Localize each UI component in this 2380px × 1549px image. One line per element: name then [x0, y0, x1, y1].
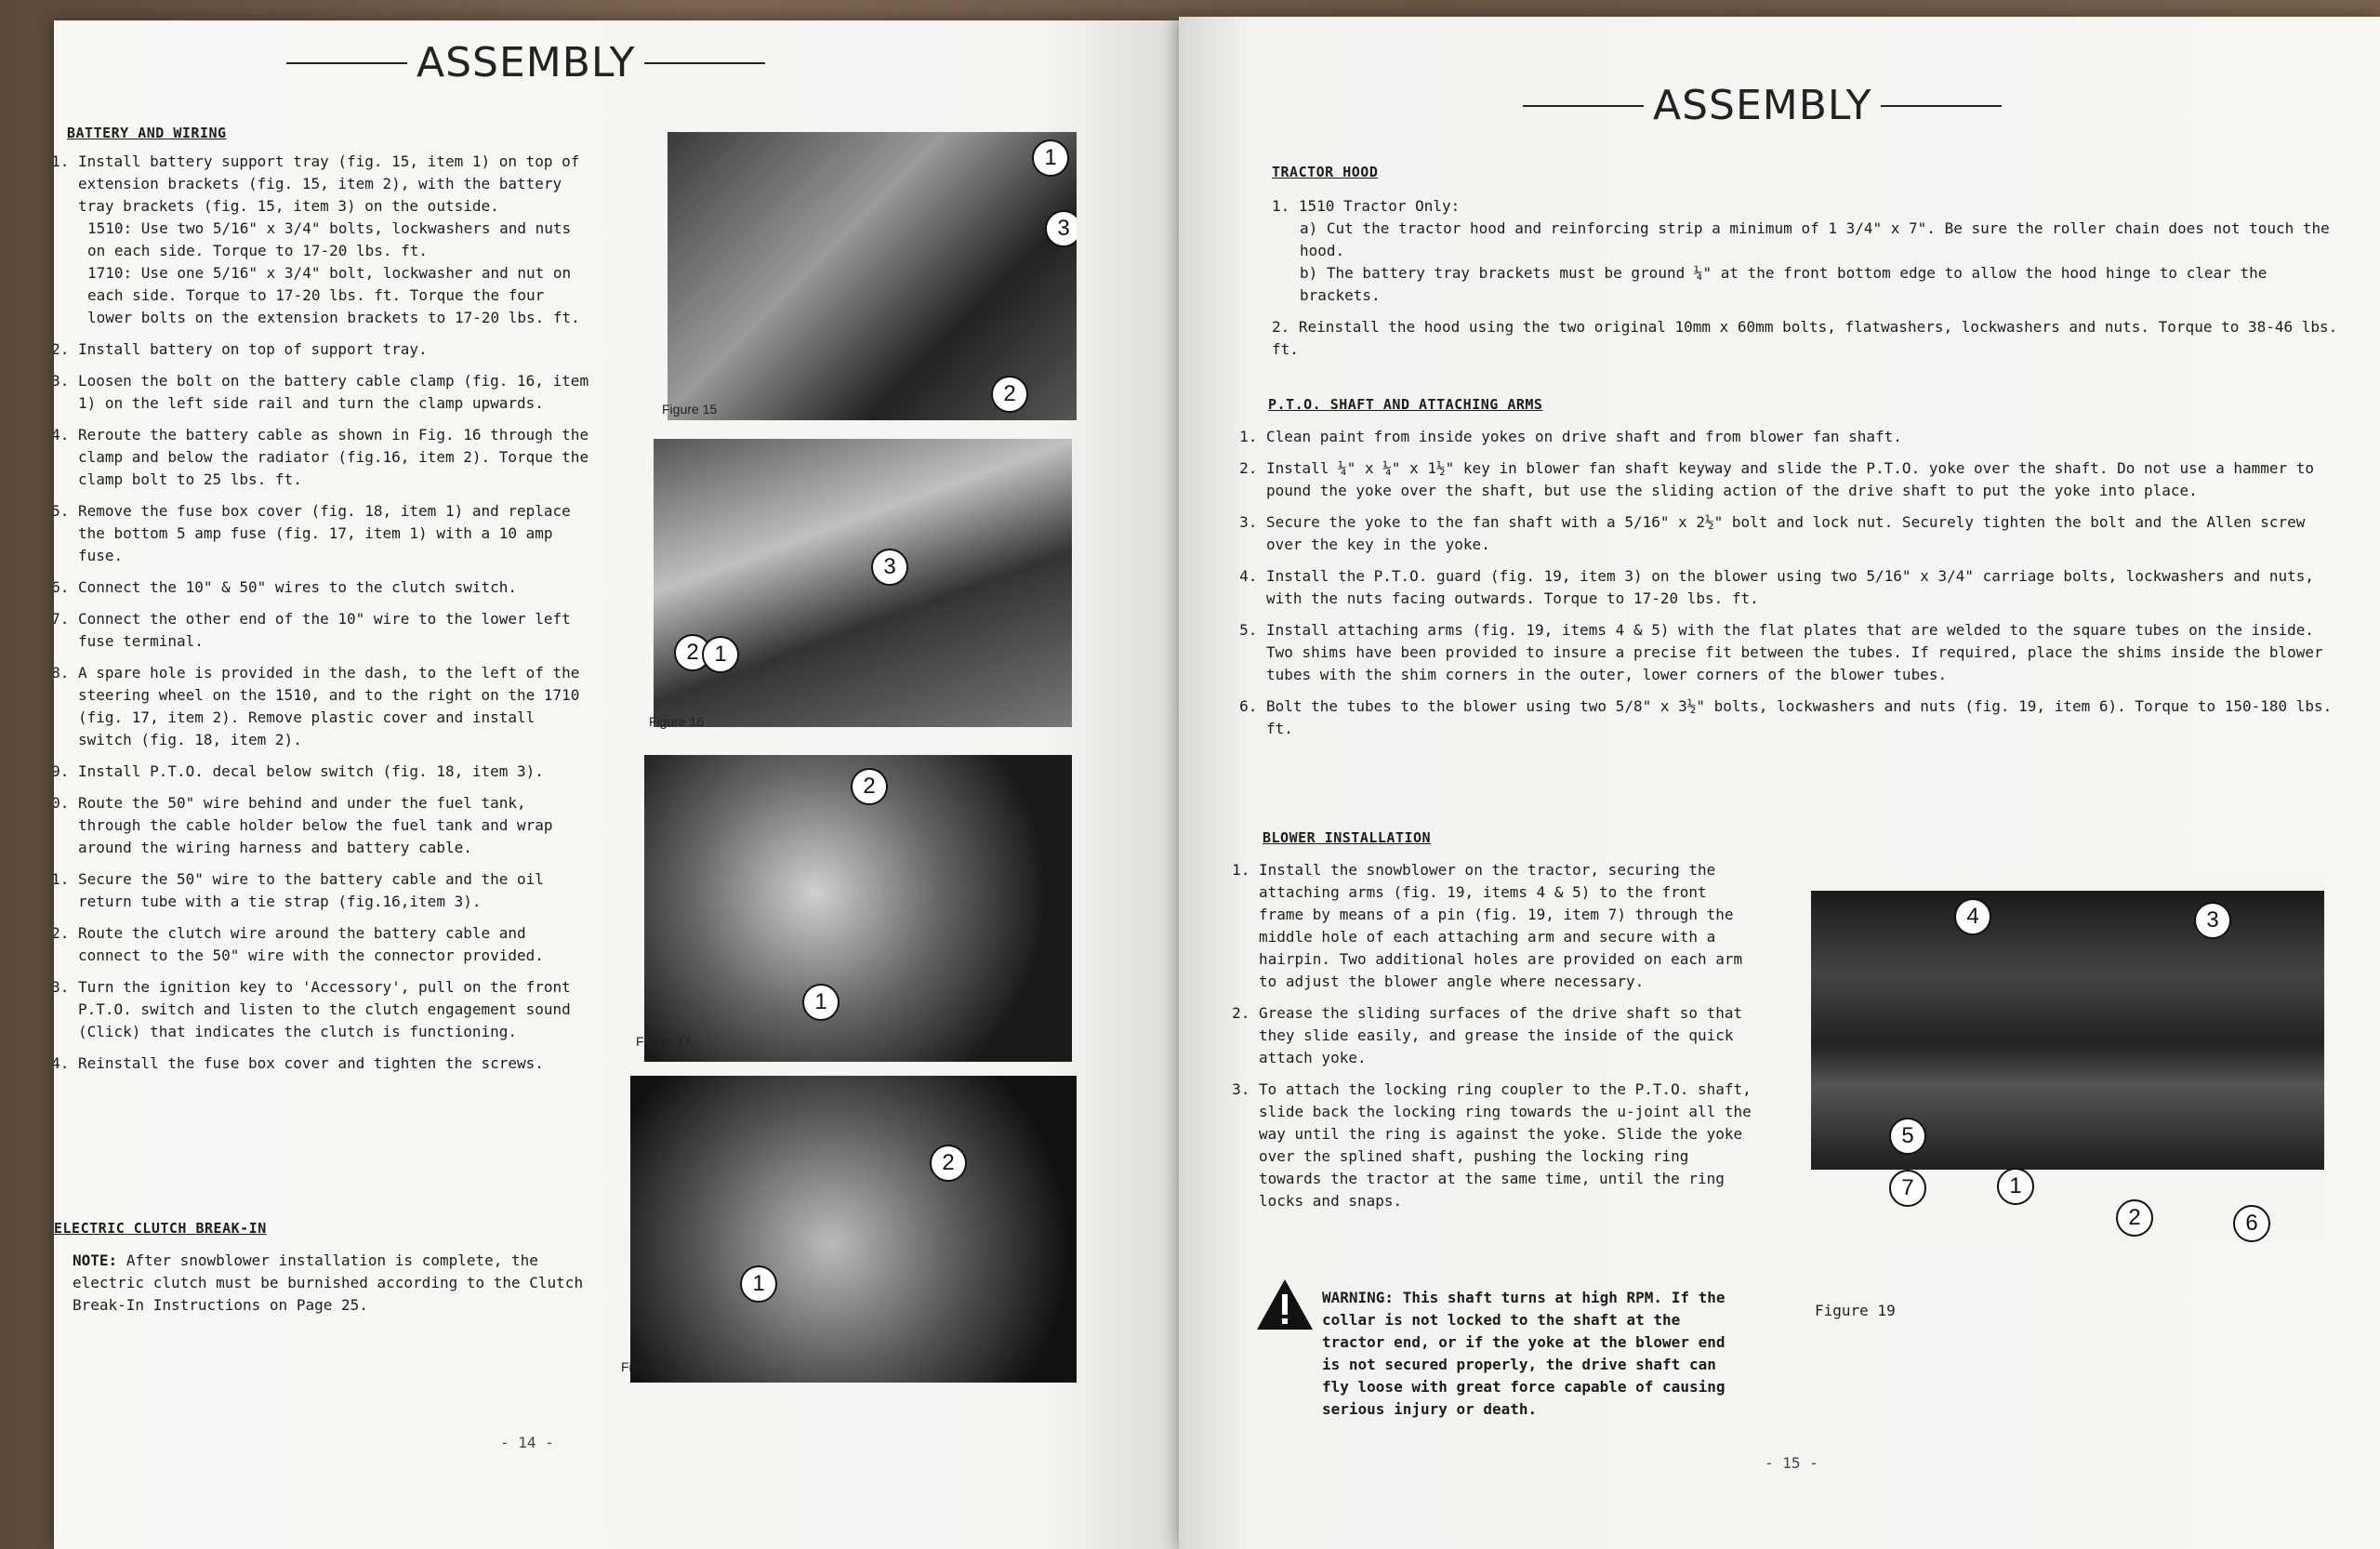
- fig16-callout-3: 3: [871, 549, 908, 586]
- step-6: 6. Connect the 10" & 50" wires to the clutch switch.: [78, 576, 593, 599]
- step-13: 13. Turn the ignition key to 'Accessory', pull on the front P.T.O. switch and listen to the clutch engagement sound (Click) that indicates the clutch is functioning.: [78, 976, 593, 1043]
- step-12: 12. Route the clutch wire around the battery cable and connect to the 50" wire with the connector provided.: [78, 922, 593, 967]
- pto-step-5: 5. Install attaching arms (fig. 19, items 4 & 5) with the flat plates that are welded to the square tubes on the inside. Two shims have been provided to insure a precise fit between the tubes. If required, place the shims inside the blower tubes with the shim corners in the outer, lower corners of the blower tubes.: [1266, 619, 2339, 686]
- warning-label: WARNING:: [1322, 1289, 1395, 1306]
- fig19-callout-1: 1: [1997, 1168, 2034, 1205]
- section-tractor-hood: TRACTOR HOOD: [1272, 164, 1379, 180]
- figure-18-caption: Figure 18: [621, 1359, 677, 1374]
- warning-block: [1322, 1287, 1750, 1421]
- fig16-callout-2: 2: [674, 634, 711, 671]
- figure-19-photo: [1811, 874, 2324, 1242]
- step-5: 5. Remove the fuse box cover (fig. 18, item 1) and replace the bottom 5 amp fuse (fig. 17, item 1) with a 10 amp fuse.: [78, 500, 593, 567]
- hood-step-1b: b) The battery tray brackets must be ground ¼" at the front bottom edge to allow the hood hinge to clear the brackets.: [1300, 264, 2268, 304]
- left-page-number: - 14 -: [500, 1434, 554, 1451]
- fig18-callout-1: 1: [740, 1265, 777, 1303]
- blower-step-3: 3. To attach the locking ring coupler to the P.T.O. shaft, slide back the locking ring towards the u-joint all the way until the ring is against the yoke. Slide the yoke over the splined shaft, pushing the locking ring towards the tractor at the same time, until the ring locks and snaps.: [1259, 1079, 1755, 1212]
- fig15-callout-3: 3: [1045, 210, 1077, 247]
- fig16-callout-1: 1: [702, 636, 739, 673]
- figure-19-image: [1811, 891, 2324, 1170]
- step-1: 1. Install battery support tray (fig. 15, item 1) on top of extension brackets (fig. 15, item 2), with the battery tray brackets (fig. 15, item 3) on the outside. 1510: Use two 5/16" x 3/4" bolts, lockwashers and nuts on each side. Torque to 17-20 lbs. ft. 1710: Use one 5/16" x 3/4" bolt, lockwasher and nut on each side. Torque to 17-20 lbs. ft. Torque the four lower bolts on the extension brackets to 17-20 lbs. ft.: [78, 151, 593, 329]
- note-label: NOTE:: [73, 1251, 118, 1269]
- fig15-callout-1: 1: [1032, 139, 1069, 177]
- figure-15-caption: Figure 15: [662, 402, 718, 417]
- battery-steps: [54, 151, 593, 1084]
- figure-18-photo: [630, 1076, 1077, 1383]
- step-2: 2. Install battery on top of support tray.: [78, 338, 593, 361]
- section-clutch-break-in: ELECTRIC CLUTCH BREAK-IN: [54, 1220, 267, 1237]
- step-1-sub-1510: 1510: Use two 5/16" x 3/4" bolts, lockwashers and nuts on each side. Torque to 17-20 lbs. ft.: [87, 219, 572, 259]
- blower-step-2: 2. Grease the sliding surfaces of the drive shaft so that they slide easily, and grease the inside of the quick attach yoke.: [1259, 1002, 1755, 1069]
- section-pto-shaft: P.T.O. SHAFT AND ATTACHING ARMS: [1268, 396, 1543, 413]
- fig18-callout-2: 2: [930, 1145, 967, 1182]
- step-14: 14. Reinstall the fuse box cover and tighten the screws.: [78, 1053, 593, 1075]
- step-11: 11. Secure the 50" wire to the battery cable and the oil return tube with a tie strap (fig.16,item 3).: [78, 868, 593, 913]
- pto-step-1: 1. Clean paint from inside yokes on drive shaft and from blower fan shaft.: [1266, 426, 2339, 448]
- step-10: 10. Route the 50" wire behind and under the fuel tank, through the cable holder below the fuel tank and wrap around the wiring harness and battery cable.: [78, 792, 593, 859]
- section-battery-wiring: BATTERY AND WIRING: [67, 125, 227, 141]
- hood-steps: [1272, 195, 2341, 361]
- figure-17-photo: [644, 755, 1072, 1062]
- figure-16-photo: [654, 439, 1072, 727]
- step-3: 3. Loosen the bolt on the battery cable clamp (fig. 16, item 1) on the left side rail and turn the clamp upwards.: [78, 370, 593, 415]
- fig17-callout-2: 2: [851, 768, 888, 805]
- warning-text: This shaft turns at high RPM. If the collar is not locked to the shaft at the tractor end, or if the yoke at the blower end is not secured properly, the drive shaft can fly loose with great force capable of causing serious injury or death.: [1322, 1289, 1726, 1418]
- fig19-callout-6: 6: [2233, 1205, 2270, 1242]
- section-blower-installation: BLOWER INSTALLATION: [1263, 829, 1432, 846]
- fig15-callout-2: 2: [991, 376, 1028, 413]
- step-4: 4. Reroute the battery cable as shown in Fig. 16 through the clamp and below the radiator (fig.16, item 2). Torque the clamp bolt to 25 lbs. ft.: [78, 424, 593, 491]
- fig19-callout-5: 5: [1889, 1118, 1926, 1155]
- pto-step-4: 4. Install the P.T.O. guard (fig. 19, item 3) on the blower using two 5/16" x 3/4" carriage bolts, lockwashers and nuts, with the nuts facing outwards. Torque to 17-20 lbs. ft.: [1266, 565, 2339, 610]
- hood-step-1a: a) Cut the tractor hood and reinforcing strip a minimum of 1 3/4" x 7". Be sure the roller chain does not touch the hood.: [1300, 219, 2330, 259]
- fig19-callout-7: 7: [1889, 1170, 1926, 1207]
- pto-step-6: 6. Bolt the tubes to the blower using two 5/8" x 3½" bolts, lockwashers and nuts (fig. 19, item 6). Torque to 150-180 lbs. ft.: [1266, 695, 2339, 740]
- figure-17-caption: Figure 17: [636, 1034, 692, 1049]
- right-page-number: - 15 -: [1765, 1454, 1818, 1472]
- figure-15-photo: [668, 132, 1077, 420]
- fig19-callout-2: 2: [2116, 1199, 2153, 1237]
- blower-steps: [1235, 859, 1755, 1222]
- step-7: 7. Connect the other end of the 10" wire to the lower left fuse terminal.: [78, 608, 593, 653]
- warning-triangle-icon: [1255, 1278, 1315, 1331]
- step-1-sub-1710: 1710: Use one 5/16" x 3/4" bolt, lockwasher and nut on each side. Torque to 17-20 lbs. ft. Torque the four lower bolts on the extension brackets to 17-20 lbs. ft.: [87, 264, 580, 326]
- fig19-callout-3: 3: [2194, 902, 2231, 939]
- right-page: [1179, 17, 2380, 1549]
- pto-steps: [1242, 426, 2339, 749]
- pto-step-2: 2. Install ¼" x ¼" x 1½" key in blower fan shaft keyway and slide the P.T.O. yoke over the shaft. Do not use a hammer to pound the yoke over the shaft, but use the sliding action of the drive shaft to put the yoke into place.: [1266, 457, 2339, 502]
- left-page: [54, 20, 1179, 1549]
- fig19-callout-4: 4: [1954, 898, 1991, 935]
- left-page-header: ASSEMBLY: [286, 39, 765, 86]
- right-page-header: ASSEMBLY: [1523, 82, 2002, 129]
- hood-step-1: 1. 1510 Tractor Only:: [1272, 197, 1461, 215]
- figure-16-caption: Figure 16: [649, 714, 705, 729]
- hood-step-2: 2. Reinstall the hood using the two original 10mm x 60mm bolts, flatwashers, lockwashers and nuts. Torque to 38-46 lbs. ft.: [1272, 318, 2338, 358]
- clutch-note: [73, 1250, 593, 1317]
- blower-step-1: 1. Install the snowblower on the tractor, securing the attaching arms (fig. 19, items 4 & 5) to the front frame by means of a pin (fig. 19, item 7) through the middle hole of each attaching arm and secure with a hairpin. Two additional holes are provided on each arm to adjust the blower angle where necessary.: [1259, 859, 1755, 993]
- note-text: After snowblower installation is complete, the electric clutch must be burnished according to the Clutch Break-In Instructions on Page 25.: [73, 1251, 584, 1314]
- pto-step-3: 3. Secure the yoke to the fan shaft with a 5/16" x 2½" bolt and lock nut. Securely tighten the bolt and the Allen screw over the key in the yoke.: [1266, 511, 2339, 556]
- step-8: 8. A spare hole is provided in the dash, to the left of the steering wheel on the 1510, and to the right on the 1710 (fig. 17, item 2). Remove plastic cover and install switch (fig. 18, item 2).: [78, 662, 593, 751]
- figure-19-caption: Figure 19: [1815, 1302, 1896, 1319]
- step-9: 9. Install P.T.O. decal below switch (fig. 18, item 3).: [78, 761, 593, 783]
- fig17-callout-1: 1: [802, 984, 840, 1021]
